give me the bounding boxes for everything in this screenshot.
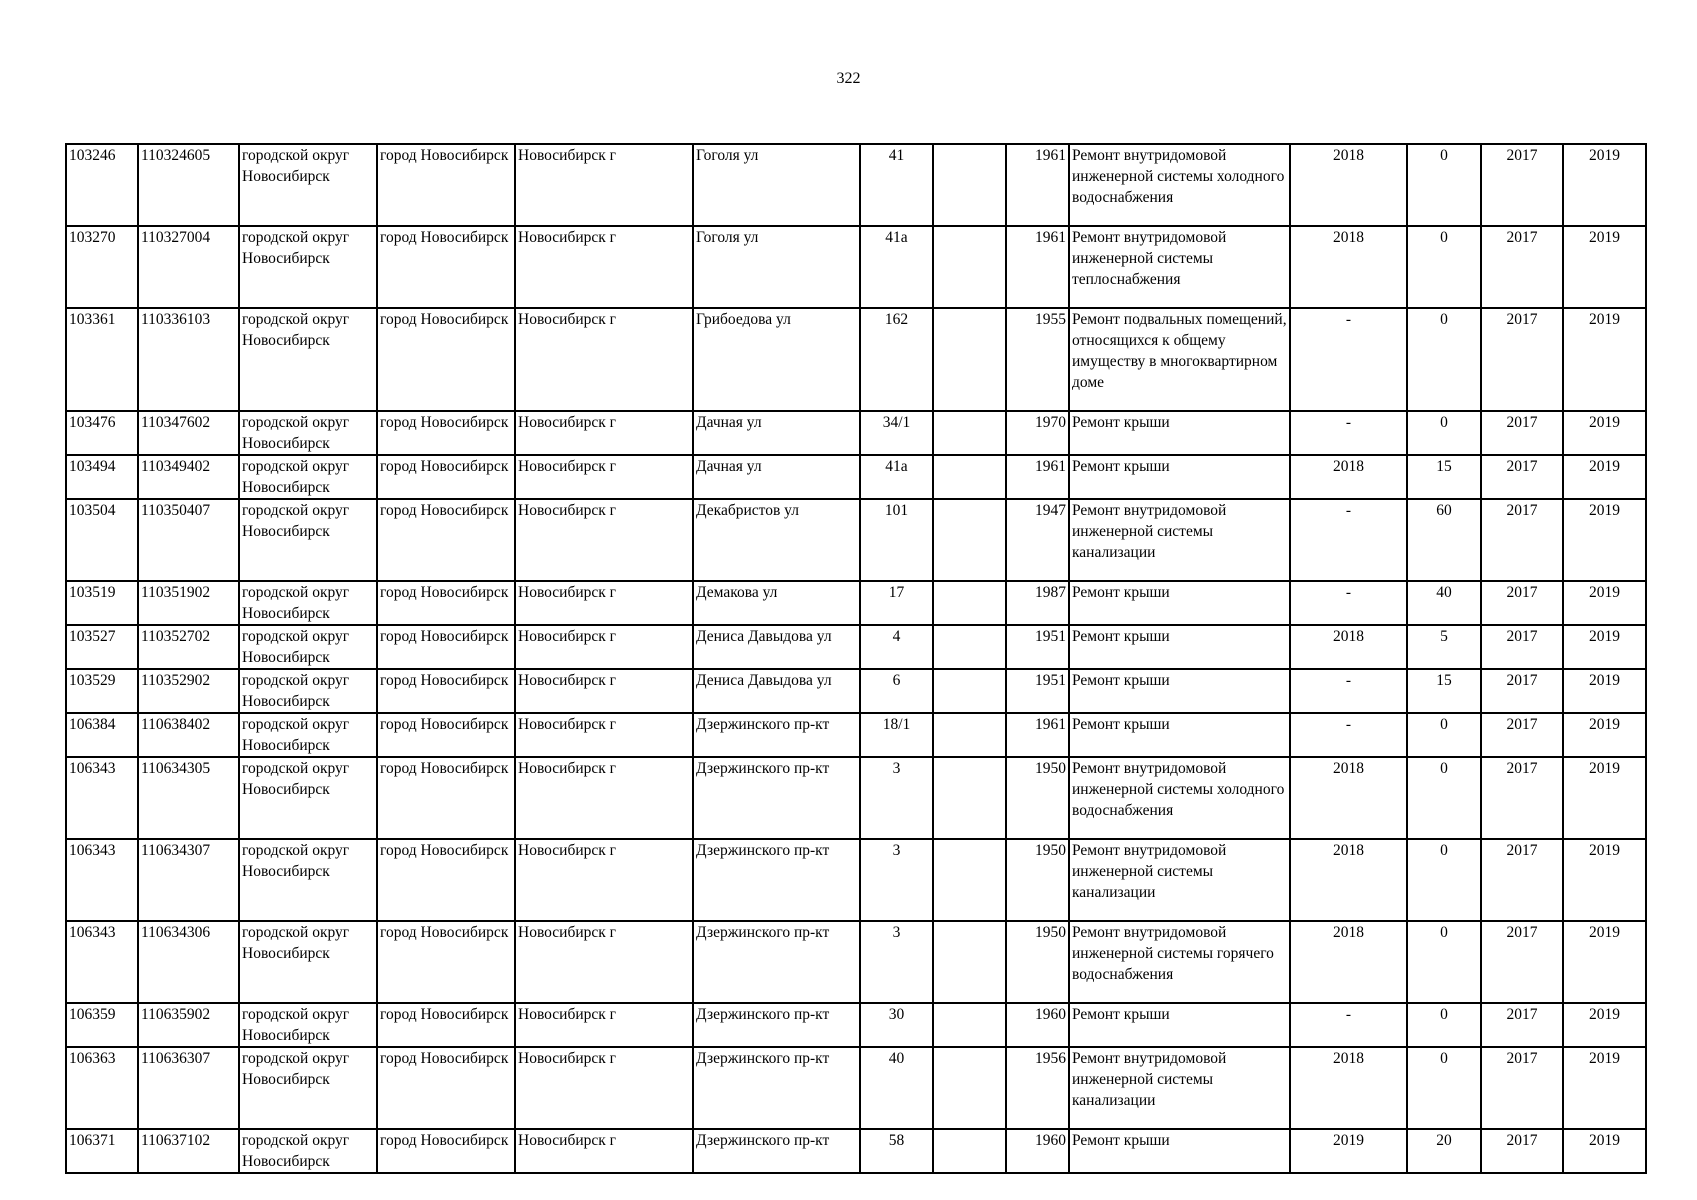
cell-year-built: 1950: [1006, 921, 1069, 1003]
cell-year-built: 1956: [1006, 1047, 1069, 1129]
cell-id: 103270: [66, 226, 138, 308]
cell-year-from: 2017: [1481, 669, 1563, 713]
cell-amount: 15: [1407, 669, 1481, 713]
cell-year-built: 1951: [1006, 669, 1069, 713]
cell-year-a: -: [1290, 308, 1407, 411]
cell-city: Новосибирск г: [515, 1129, 693, 1173]
cell-house: 162: [860, 308, 933, 411]
cell-settlement: город Новосибирск: [377, 1047, 515, 1129]
cell-extra: [933, 713, 1006, 757]
cell-house: 4: [860, 625, 933, 669]
cell-city: Новосибирск г: [515, 713, 693, 757]
cell-district: городской округ Новосибирск: [239, 499, 377, 581]
cell-city: Новосибирск г: [515, 308, 693, 411]
cell-settlement: город Новосибирск: [377, 757, 515, 839]
cell-city: Новосибирск г: [515, 411, 693, 455]
cell-year-built: 1987: [1006, 581, 1069, 625]
cell-street: Дачная ул: [693, 455, 860, 499]
cell-street: Дачная ул: [693, 411, 860, 455]
cell-amount: 20: [1407, 1129, 1481, 1173]
cell-settlement: город Новосибирск: [377, 1129, 515, 1173]
cell-year-to: 2019: [1563, 581, 1646, 625]
cell-extra: [933, 1003, 1006, 1047]
cell-work-type: Ремонт крыши: [1069, 1129, 1290, 1173]
cell-year-built: 1961: [1006, 455, 1069, 499]
cell-work-type: Ремонт внутридомовой инженерной системы теплоснабжения: [1069, 226, 1290, 308]
cell-settlement: город Новосибирск: [377, 625, 515, 669]
cell-city: Новосибирск г: [515, 625, 693, 669]
cell-extra: [933, 226, 1006, 308]
cell-year-built: 1947: [1006, 499, 1069, 581]
cell-year-a: -: [1290, 411, 1407, 455]
cell-amount: 0: [1407, 757, 1481, 839]
cell-year-a: -: [1290, 581, 1407, 625]
cell-city: Новосибирск г: [515, 581, 693, 625]
cell-year-from: 2017: [1481, 411, 1563, 455]
cell-work-type: Ремонт крыши: [1069, 411, 1290, 455]
table-row: [66, 1003, 1646, 1047]
table-row: [66, 455, 1646, 499]
cell-city: Новосибирск г: [515, 1003, 693, 1047]
cell-id: 106384: [66, 713, 138, 757]
cell-year-from: 2017: [1481, 1003, 1563, 1047]
cell-settlement: город Новосибирск: [377, 713, 515, 757]
cell-house: 58: [860, 1129, 933, 1173]
cell-city: Новосибирск г: [515, 226, 693, 308]
cell-year-a: 2018: [1290, 757, 1407, 839]
cell-year-from: 2017: [1481, 1047, 1563, 1129]
cell-year-to: 2019: [1563, 713, 1646, 757]
cell-extra: [933, 1129, 1006, 1173]
cell-year-to: 2019: [1563, 669, 1646, 713]
table-row: [66, 499, 1646, 581]
cell-code: 110638402: [138, 713, 239, 757]
cell-work-type: Ремонт внутридомовой инженерной системы канализации: [1069, 499, 1290, 581]
cell-code: 110347602: [138, 411, 239, 455]
cell-extra: [933, 581, 1006, 625]
cell-extra: [933, 669, 1006, 713]
cell-extra: [933, 499, 1006, 581]
cell-id: 106343: [66, 757, 138, 839]
cell-year-from: 2017: [1481, 625, 1563, 669]
cell-house: 101: [860, 499, 933, 581]
cell-code: 110636307: [138, 1047, 239, 1129]
cell-id: 106371: [66, 1129, 138, 1173]
cell-city: Новосибирск г: [515, 499, 693, 581]
cell-code: 110350407: [138, 499, 239, 581]
cell-id: 106363: [66, 1047, 138, 1129]
cell-code: 110352702: [138, 625, 239, 669]
table-row: [66, 226, 1646, 308]
cell-year-a: -: [1290, 1003, 1407, 1047]
cell-city: Новосибирск г: [515, 1047, 693, 1129]
cell-settlement: город Новосибирск: [377, 144, 515, 226]
cell-work-type: Ремонт внутридомовой инженерной системы канализации: [1069, 839, 1290, 921]
cell-settlement: город Новосибирск: [377, 839, 515, 921]
table-row: [66, 669, 1646, 713]
cell-code: 110634305: [138, 757, 239, 839]
table-row: [66, 144, 1646, 226]
table-body: [66, 144, 1646, 1173]
cell-work-type: Ремонт внутридомовой инженерной системы горячего водоснабжения: [1069, 921, 1290, 1003]
cell-id: 103494: [66, 455, 138, 499]
table-row: [66, 839, 1646, 921]
cell-year-from: 2017: [1481, 713, 1563, 757]
cell-settlement: город Новосибирск: [377, 581, 515, 625]
cell-city: Новосибирск г: [515, 757, 693, 839]
cell-district: городской округ Новосибирск: [239, 455, 377, 499]
cell-amount: 0: [1407, 1047, 1481, 1129]
cell-year-a: 2018: [1290, 455, 1407, 499]
cell-district: городской округ Новосибирск: [239, 757, 377, 839]
cell-year-from: 2017: [1481, 226, 1563, 308]
cell-year-to: 2019: [1563, 144, 1646, 226]
cell-id: 106343: [66, 839, 138, 921]
cell-district: городской округ Новосибирск: [239, 921, 377, 1003]
cell-work-type: Ремонт внутридомовой инженерной системы канализации: [1069, 1047, 1290, 1129]
cell-year-to: 2019: [1563, 1003, 1646, 1047]
cell-extra: [933, 308, 1006, 411]
cell-year-from: 2017: [1481, 581, 1563, 625]
cell-code: 110635902: [138, 1003, 239, 1047]
table-row: [66, 308, 1646, 411]
cell-amount: 0: [1407, 839, 1481, 921]
cell-code: 110327004: [138, 226, 239, 308]
cell-id: 103504: [66, 499, 138, 581]
cell-house: 40: [860, 1047, 933, 1129]
cell-city: Новосибирск г: [515, 455, 693, 499]
cell-code: 110349402: [138, 455, 239, 499]
cell-extra: [933, 411, 1006, 455]
cell-street: Дзержинского пр-кт: [693, 1047, 860, 1129]
cell-year-a: 2018: [1290, 226, 1407, 308]
cell-settlement: город Новосибирск: [377, 226, 515, 308]
table-row: [66, 625, 1646, 669]
table-row: [66, 1047, 1646, 1129]
cell-year-a: -: [1290, 713, 1407, 757]
cell-street: Демакова ул: [693, 581, 860, 625]
cell-street: Дзержинского пр-кт: [693, 839, 860, 921]
cell-work-type: Ремонт подвальных помещений, относящихся к общему имуществу в многоквартирном доме: [1069, 308, 1290, 411]
cell-id: 103361: [66, 308, 138, 411]
cell-year-a: 2018: [1290, 1047, 1407, 1129]
cell-year-built: 1970: [1006, 411, 1069, 455]
cell-amount: 15: [1407, 455, 1481, 499]
cell-amount: 0: [1407, 921, 1481, 1003]
cell-street: Дзержинского пр-кт: [693, 1129, 860, 1173]
cell-extra: [933, 144, 1006, 226]
cell-year-a: -: [1290, 669, 1407, 713]
cell-id: 103476: [66, 411, 138, 455]
cell-street: Дениса Давыдова ул: [693, 625, 860, 669]
cell-year-built: 1960: [1006, 1129, 1069, 1173]
cell-work-type: Ремонт крыши: [1069, 455, 1290, 499]
cell-id: 106359: [66, 1003, 138, 1047]
cell-settlement: город Новосибирск: [377, 308, 515, 411]
cell-district: городской округ Новосибирск: [239, 1129, 377, 1173]
cell-year-to: 2019: [1563, 1047, 1646, 1129]
cell-street: Грибоедова ул: [693, 308, 860, 411]
cell-year-to: 2019: [1563, 921, 1646, 1003]
cell-year-to: 2019: [1563, 1129, 1646, 1173]
cell-extra: [933, 1047, 1006, 1129]
cell-district: городской округ Новосибирск: [239, 625, 377, 669]
cell-extra: [933, 839, 1006, 921]
cell-year-built: 1951: [1006, 625, 1069, 669]
cell-work-type: Ремонт внутридомовой инженерной системы холодного водоснабжения: [1069, 144, 1290, 226]
cell-house: 17: [860, 581, 933, 625]
cell-year-from: 2017: [1481, 1129, 1563, 1173]
cell-id: 106343: [66, 921, 138, 1003]
cell-year-built: 1961: [1006, 226, 1069, 308]
cell-work-type: Ремонт крыши: [1069, 713, 1290, 757]
cell-code: 110634307: [138, 839, 239, 921]
cell-house: 3: [860, 839, 933, 921]
cell-street: Дзержинского пр-кт: [693, 921, 860, 1003]
cell-extra: [933, 921, 1006, 1003]
cell-year-from: 2017: [1481, 455, 1563, 499]
cell-house: 6: [860, 669, 933, 713]
table-row: [66, 713, 1646, 757]
cell-id: 103529: [66, 669, 138, 713]
cell-district: городской округ Новосибирск: [239, 226, 377, 308]
table-row: [66, 757, 1646, 839]
cell-settlement: город Новосибирск: [377, 499, 515, 581]
cell-city: Новосибирск г: [515, 921, 693, 1003]
cell-code: 110351902: [138, 581, 239, 625]
cell-district: городской округ Новосибирск: [239, 713, 377, 757]
cell-year-to: 2019: [1563, 499, 1646, 581]
cell-year-to: 2019: [1563, 308, 1646, 411]
cell-house: 41а: [860, 226, 933, 308]
cell-district: городской округ Новосибирск: [239, 839, 377, 921]
cell-year-to: 2019: [1563, 455, 1646, 499]
cell-house: 3: [860, 921, 933, 1003]
cell-year-to: 2019: [1563, 625, 1646, 669]
cell-district: городской округ Новосибирск: [239, 581, 377, 625]
cell-id: 103527: [66, 625, 138, 669]
cell-amount: 40: [1407, 581, 1481, 625]
cell-year-to: 2019: [1563, 839, 1646, 921]
cell-year-a: 2019: [1290, 1129, 1407, 1173]
cell-district: городской округ Новосибирск: [239, 1047, 377, 1129]
cell-work-type: Ремонт крыши: [1069, 581, 1290, 625]
cell-street: Гоголя ул: [693, 144, 860, 226]
cell-house: 41а: [860, 455, 933, 499]
cell-street: Гоголя ул: [693, 226, 860, 308]
table-row: [66, 581, 1646, 625]
table-row: [66, 921, 1646, 1003]
cell-code: 110336103: [138, 308, 239, 411]
cell-district: городской округ Новосибирск: [239, 669, 377, 713]
cell-year-built: 1961: [1006, 713, 1069, 757]
page-number: 322: [836, 70, 861, 87]
cell-house: 3: [860, 757, 933, 839]
cell-year-built: 1955: [1006, 308, 1069, 411]
cell-id: 103246: [66, 144, 138, 226]
cell-district: городской округ Новосибирск: [239, 1003, 377, 1047]
cell-work-type: Ремонт внутридомовой инженерной системы холодного водоснабжения: [1069, 757, 1290, 839]
cell-district: городской округ Новосибирск: [239, 308, 377, 411]
cell-city: Новосибирск г: [515, 669, 693, 713]
cell-year-to: 2019: [1563, 411, 1646, 455]
cell-city: Новосибирск г: [515, 839, 693, 921]
cell-amount: 0: [1407, 713, 1481, 757]
cell-settlement: город Новосибирск: [377, 411, 515, 455]
cell-id: 103519: [66, 581, 138, 625]
cell-extra: [933, 625, 1006, 669]
cell-street: Дзержинского пр-кт: [693, 1003, 860, 1047]
cell-year-from: 2017: [1481, 499, 1563, 581]
cell-work-type: Ремонт крыши: [1069, 625, 1290, 669]
cell-year-built: 1950: [1006, 757, 1069, 839]
cell-year-to: 2019: [1563, 226, 1646, 308]
cell-amount: 0: [1407, 1003, 1481, 1047]
cell-house: 18/1: [860, 713, 933, 757]
cell-year-a: 2018: [1290, 839, 1407, 921]
cell-street: Декабристов ул: [693, 499, 860, 581]
cell-code: 110634306: [138, 921, 239, 1003]
cell-settlement: город Новосибирск: [377, 455, 515, 499]
registry-table: [65, 143, 1647, 1174]
cell-year-from: 2017: [1481, 839, 1563, 921]
cell-code: 110324605: [138, 144, 239, 226]
cell-amount: 0: [1407, 308, 1481, 411]
table-row: [66, 411, 1646, 455]
cell-district: городской округ Новосибирск: [239, 411, 377, 455]
cell-amount: 0: [1407, 411, 1481, 455]
cell-year-a: 2018: [1290, 144, 1407, 226]
cell-house: 34/1: [860, 411, 933, 455]
cell-extra: [933, 757, 1006, 839]
cell-code: 110637102: [138, 1129, 239, 1173]
cell-amount: 60: [1407, 499, 1481, 581]
cell-house: 30: [860, 1003, 933, 1047]
cell-year-built: 1961: [1006, 144, 1069, 226]
cell-street: Дениса Давыдова ул: [693, 669, 860, 713]
cell-year-a: 2018: [1290, 921, 1407, 1003]
table-row: [66, 1129, 1646, 1173]
cell-work-type: Ремонт крыши: [1069, 669, 1290, 713]
cell-settlement: город Новосибирск: [377, 1003, 515, 1047]
cell-year-to: 2019: [1563, 757, 1646, 839]
cell-year-from: 2017: [1481, 921, 1563, 1003]
cell-work-type: Ремонт крыши: [1069, 1003, 1290, 1047]
cell-amount: 5: [1407, 625, 1481, 669]
cell-year-from: 2017: [1481, 757, 1563, 839]
cell-code: 110352902: [138, 669, 239, 713]
cell-extra: [933, 455, 1006, 499]
cell-house: 41: [860, 144, 933, 226]
cell-settlement: город Новосибирск: [377, 921, 515, 1003]
cell-year-built: 1950: [1006, 839, 1069, 921]
cell-settlement: город Новосибирск: [377, 669, 515, 713]
cell-city: Новосибирск г: [515, 144, 693, 226]
cell-year-from: 2017: [1481, 144, 1563, 226]
cell-year-a: 2018: [1290, 625, 1407, 669]
cell-amount: 0: [1407, 144, 1481, 226]
cell-street: Дзержинского пр-кт: [693, 713, 860, 757]
cell-year-from: 2017: [1481, 308, 1563, 411]
cell-year-a: -: [1290, 499, 1407, 581]
cell-year-built: 1960: [1006, 1003, 1069, 1047]
cell-amount: 0: [1407, 226, 1481, 308]
cell-street: Дзержинского пр-кт: [693, 757, 860, 839]
cell-district: городской округ Новосибирск: [239, 144, 377, 226]
